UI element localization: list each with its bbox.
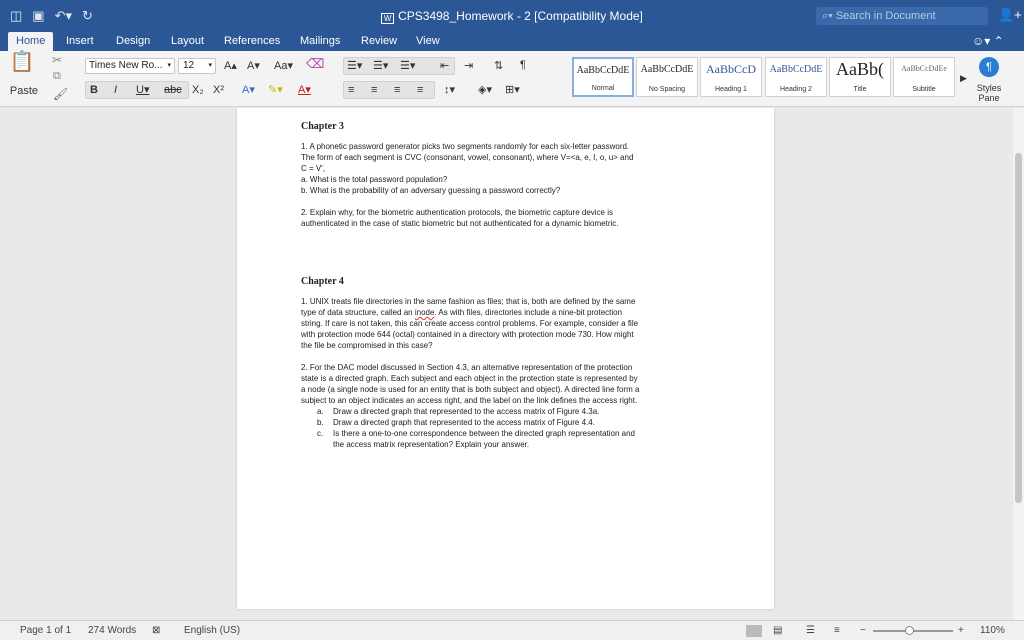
superscript-button[interactable]: X² (213, 84, 224, 96)
save-icon[interactable]: ▣ (32, 8, 45, 23)
underline-button[interactable]: U▾ (136, 84, 150, 96)
bullets-icon[interactable]: ☰▾ (347, 60, 363, 72)
paste-icon[interactable]: 📋 (9, 51, 35, 73)
paragraph-line: with protection mode 644 (octal) contained in a directory with protection mode 730. How might (301, 330, 634, 339)
ribbon-tabs (0, 32, 1024, 51)
word-count[interactable]: 274 Words (88, 625, 137, 636)
paste-button[interactable]: Paste (9, 85, 39, 97)
paragraph-line: C = V', (301, 164, 325, 173)
align-center-icon[interactable]: ≡ (371, 84, 378, 96)
search-icon: ⌕▾ (822, 10, 833, 22)
zoom-level[interactable]: 110% (980, 625, 1005, 636)
paragraph-line: 1. UNIX treats file directories in the same fashion as files; that is, both are defined by the same (301, 297, 636, 306)
increase-indent-icon[interactable]: ⇥ (464, 60, 474, 72)
font-name-value: Times New Ro... (89, 60, 163, 71)
style-sample: AaBbCcDdE (769, 64, 823, 75)
paragraph-line: The form of each segment is CVC (consonant, vowel, consonant), where V=<a, e, I, o, u> and (301, 153, 634, 162)
line-spacing-icon[interactable]: ↕▾ (444, 84, 456, 96)
zoom-in-icon[interactable]: + (958, 625, 964, 636)
style-sample: AaBbCcDdE (576, 65, 630, 76)
document-title: CPS3498_Homework - 2 [Compatibility Mode] (398, 9, 643, 23)
styles-gallery-next-icon[interactable]: ▶ (960, 73, 967, 83)
copy-icon[interactable]: ⧉ (53, 70, 61, 82)
style-title[interactable] (829, 57, 891, 97)
print-layout-icon[interactable] (746, 625, 762, 637)
text-run: the access matrix representation? Explain your answer. (333, 440, 530, 449)
multilevel-list-icon[interactable]: ☰▾ (400, 60, 416, 72)
clear-formatting-icon[interactable]: ⌫ (306, 56, 325, 71)
text-run: Is there a one-to-one correspondence between the directed graph representation and (333, 429, 635, 438)
shading-icon[interactable]: ◈▾ (478, 84, 492, 96)
tab-design[interactable]: Design (116, 35, 151, 47)
paragraph-gap (301, 351, 715, 362)
chapter-3-heading: Chapter 3 (301, 121, 344, 132)
proofing-icon[interactable]: ⊠ (152, 625, 161, 636)
list-item (317, 406, 715, 417)
paragraph-line: authenticated in the case of static biometric but not authenticated for a dynamic biometric. (301, 219, 619, 228)
style-sample: AaBb( (836, 59, 884, 79)
tab-view[interactable]: View (416, 35, 440, 47)
redo-icon[interactable]: ↻ (82, 8, 93, 23)
style-normal[interactable] (572, 57, 634, 97)
draft-view-icon[interactable]: ≡ (834, 625, 840, 636)
scrollbar-thumb[interactable] (1015, 153, 1022, 503)
tab-references[interactable]: References (224, 35, 281, 47)
chapter-4-heading: Chapter 4 (301, 276, 344, 287)
show-formatting-icon[interactable]: ¶ (520, 59, 526, 71)
italic-button[interactable]: I (114, 84, 118, 96)
style-name: Subtitle (912, 86, 936, 93)
list-marker: c. (317, 429, 324, 438)
style-sample: AaBbCcDdE (640, 64, 694, 75)
chevron-down-icon: ▾ (167, 62, 171, 69)
align-left-icon[interactable]: ≡ (348, 84, 355, 96)
list-text (333, 428, 635, 450)
paragraph-line: 2. Explain why, for the biometric authentication protocols, the biometric capture device is (301, 208, 614, 217)
numbering-icon[interactable]: ☰▾ (373, 60, 389, 72)
paragraph-line: string. If care is not taken, this can create access control problems. For example, consider a file (301, 319, 639, 328)
change-case-icon[interactable]: Aa▾ (274, 60, 293, 72)
status-bar (0, 620, 1024, 640)
chevron-down-icon: ▾ (208, 62, 212, 69)
style-sample: AaBbCcD (706, 62, 756, 76)
feedback-icon[interactable]: ☺▾ ⌃ (972, 34, 1004, 48)
search-input[interactable] (816, 7, 988, 25)
paragraph-line: subject to an object indicates an access right, and the label on the link defines the access right. (301, 396, 638, 405)
style-name: Normal (591, 85, 615, 92)
search-placeholder: Search in Document (835, 10, 936, 22)
title-bar (0, 0, 1024, 32)
font-color-icon[interactable]: A▾ (298, 84, 311, 96)
undo-icon[interactable]: ↶▾ (54, 8, 73, 23)
zoom-slider-knob[interactable] (905, 626, 914, 635)
paragraph-line: a node (a single node is used for an entity that is both subject and object). A directed line form a (301, 385, 640, 394)
borders-icon[interactable]: ⊞▾ (505, 84, 520, 96)
document-area[interactable] (0, 108, 1013, 620)
style-name: No Spacing (648, 86, 686, 93)
styles-pane-icon[interactable]: ¶ (979, 57, 999, 77)
decrease-indent-icon[interactable]: ⇤ (440, 60, 450, 72)
paragraph-line: 2. For the DAC model discussed in Section 4.3, an alternative representation of the protection (301, 363, 633, 372)
tab-insert[interactable]: Insert (66, 35, 94, 47)
highlight-icon[interactable]: ✎▾ (268, 84, 283, 96)
list-text: Draw a directed graph that represented to the access matrix of Figure 4.3a. (333, 407, 600, 416)
list-text: Draw a directed graph that represented to the access matrix of Figure 4.4. (333, 418, 595, 427)
style-heading-2[interactable] (765, 57, 827, 97)
text-effects-icon[interactable]: A▾ (242, 84, 255, 96)
paragraph-line: the file be compromised in this case? (301, 341, 433, 350)
list-marker: a. (317, 407, 324, 416)
font-size-value: 12 (183, 60, 195, 71)
shrink-font-icon[interactable]: A▾ (247, 60, 260, 72)
list-item (317, 417, 715, 428)
paragraph-line: a. What is the total password population? (301, 175, 448, 184)
style-name: Heading 1 (715, 86, 747, 93)
sort-icon[interactable]: ⇅ (494, 60, 504, 72)
subscript-button[interactable]: X₂ (192, 84, 204, 96)
text-run: . As with files, directories include a nine-bit protection (434, 308, 623, 317)
format-painter-icon[interactable]: 🖌 (53, 87, 69, 101)
language[interactable]: English (US) (184, 625, 241, 636)
style-name: Title (853, 86, 867, 93)
cut-icon[interactable]: ✂ (52, 53, 63, 67)
document-page[interactable] (237, 108, 774, 609)
word-doc-icon: W (381, 13, 394, 24)
page-count[interactable]: Page 1 of 1 (20, 625, 72, 636)
grow-font-icon[interactable]: A▴ (224, 60, 237, 72)
tab-home[interactable]: Home (8, 32, 53, 51)
paragraph-line (301, 307, 715, 318)
bold-button[interactable]: B (90, 84, 98, 96)
paragraph-line: b. What is the probability of an adversary guessing a password correctly? (301, 186, 561, 195)
paragraph-gap (301, 229, 715, 275)
style-no-spacing[interactable] (636, 57, 698, 97)
justify-icon[interactable]: ≡ (417, 84, 424, 96)
vertical-scrollbar[interactable] (1013, 108, 1024, 620)
align-right-icon[interactable]: ≡ (394, 84, 401, 96)
document-content[interactable] (301, 120, 715, 450)
list-marker: b. (317, 418, 324, 427)
style-subtitle[interactable] (893, 57, 955, 97)
paragraph-gap (301, 196, 715, 207)
sidebar-toggle-icon[interactable]: ◫ (10, 8, 23, 23)
misspelled-word[interactable]: inode (414, 308, 435, 317)
style-sample: AaBbCcDdEe (901, 64, 947, 73)
text-run: type of data structure, called an (301, 308, 415, 317)
paragraph-line: 1. A phonetic password generator picks two segments randomly for each six-letter password. (301, 142, 630, 151)
style-heading-1[interactable] (700, 57, 762, 97)
ribbon (0, 51, 1024, 107)
font-size-select[interactable] (178, 58, 216, 74)
sub-question-list (301, 406, 715, 450)
tab-review[interactable]: Review (361, 35, 398, 47)
share-icon[interactable]: 👤+ (998, 7, 1022, 22)
outline-view-icon[interactable]: ☰ (806, 625, 815, 636)
web-layout-icon[interactable]: ▤ (773, 625, 783, 636)
styles-pane-button[interactable]: Styles Pane (976, 83, 1002, 103)
tab-layout[interactable]: Layout (171, 35, 205, 47)
zoom-out-icon[interactable]: − (860, 625, 866, 636)
tab-mailings[interactable]: Mailings (300, 35, 341, 47)
font-name-select[interactable] (85, 58, 175, 74)
list-item (317, 428, 715, 450)
strikethrough-button[interactable]: abc (164, 84, 182, 96)
style-name: Heading 2 (780, 86, 812, 93)
paragraph-line: state is a directed graph. Each subject and each object in the protection state is represented by (301, 374, 638, 383)
